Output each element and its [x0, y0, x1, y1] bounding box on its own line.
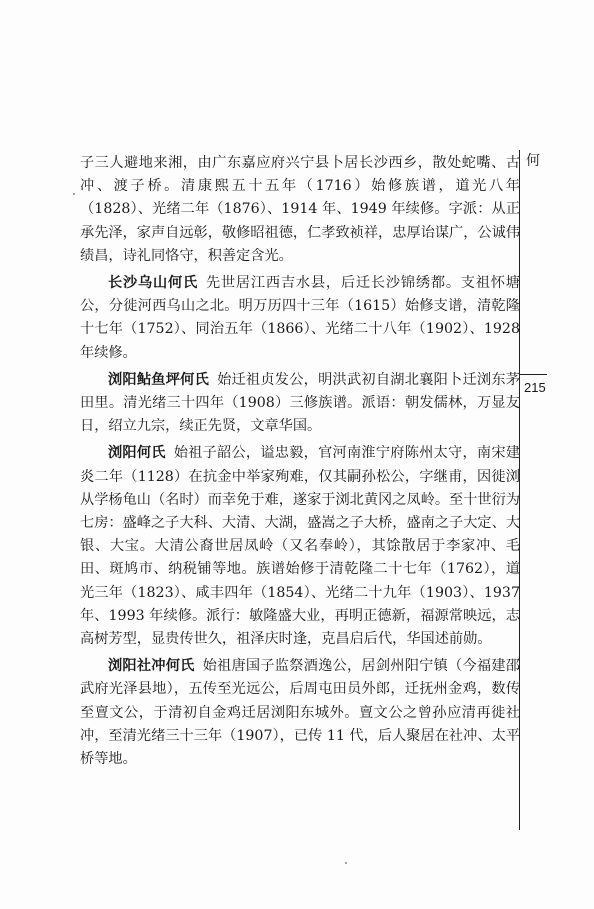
paragraph-text: 先世居江西吉水县，后迁长沙锦绣都。支祖怀塘公，分徙河西乌山之北。明万历四十三年（1615）始修支谱，清乾隆十七年（1752）、同治五年（1866）、光绪二十八年（1902）、1928 年续修。: [80, 275, 520, 361]
paragraph-text: 始祖子韶公，谥忠毅，官河南淮宁府陈州太守，南宋建炎二年（1128）在抗金中举家殉难，仅其嗣孙松公，字继甫，因徙浏从学杨龟山（名时）而幸免于难，遂家于浏北黄冈之凤岭。至十世衍为七房：盛峰之子大科、大清、大湖，盛嵩之子大桥，盛南之子大定、大银、大宝。大清公裔世居凤岭（又名奉岭），其馀散居于李家冲、毛田、斑鸠市、纳税铺等地。族谱始修于清乾隆二十七年（1762），道光三年（1823）、咸丰四年（1854）、光绪二十九年（1903）、1937 年、1993 年续修。派行：敏隆盛大业，再明正德新，福源常映远，志高树芳型，显贵传世久，祖泽庆时逢，克昌启后代，华国述前勋。: [80, 445, 520, 648]
paragraph-text: 始祖唐国子监祭酒逸公，居剑州阳宁镇（今福建邵武府光泽县地），五传至光远公，后周屯田员外郎，迁抚州金鸡，数传至亶文公，于清初自金鸡迁居浏阳东城外。亶文公之曾孙应清再徙社冲，至清光绪三十三年（1907），已传 11 代，后人聚居在社冲、太平桥等地。: [80, 658, 520, 768]
paragraph-changsha-wushan: [80, 272, 520, 365]
scan-speck: [73, 193, 75, 195]
paragraph-text: 始迁祖贞发公，明洪武初自湖北襄阳卜迁浏东茅田里。清光绪三十四年（1908）三修族谱。派语：朝发儒林，万显友日，绍立九宗，续正先贤，文章华国。: [80, 371, 520, 435]
body-text: [80, 152, 520, 775]
paragraph-text: 子三人避地来湘，由广东嘉应府兴宁县卜居长沙西乡，散处蛇嘴、古冲、渡子桥。清康熙五十五年（1716）始修族谱，道光八年（1828）、光绪二年（1876）、1914 年、1949 年续修。字派：从正承先泽，家声自远彰，敬修昭祖德，仁孝致祯祥，忠厚诒谋广，公诚伟绩昌，诗礼同恪守，积善定含光。: [80, 155, 520, 264]
paragraph-heading: 长沙乌山何氏: [108, 275, 198, 292]
paragraph-heading: 浏阳何氏: [108, 445, 166, 462]
page-number: 215: [524, 380, 546, 395]
scan-speck: [345, 862, 347, 864]
folio-tick: [519, 374, 547, 375]
running-head: 何: [526, 153, 540, 169]
paragraph-heading: 浏阳鲇鱼坪何氏: [108, 371, 210, 388]
paragraph-liuyang-shechong: [80, 655, 520, 771]
paragraph-1: [80, 152, 520, 268]
paragraph-liuyang-he: [80, 442, 520, 651]
paragraph-liuyang-nianyuping: [80, 369, 520, 439]
paragraph-heading: 浏阳社冲何氏: [108, 658, 195, 675]
